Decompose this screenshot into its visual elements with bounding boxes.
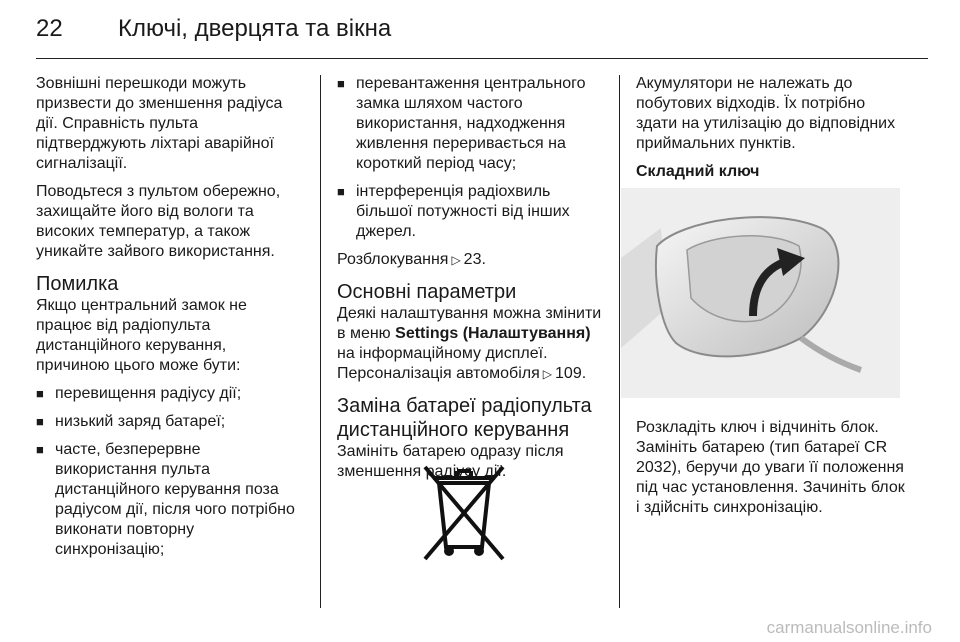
bullet-icon: ■ bbox=[337, 76, 345, 91]
watermark: carmanualsonline.info bbox=[766, 618, 932, 637]
list-item-text: низький заряд батареї; bbox=[55, 413, 226, 430]
paragraph-key-instructions: Розкладіть ключ і відчиніть блок. Замініть батарею (тип батареї CR 2032), беручи до уваги її положення під час установлення. Зачиніть блок і здійсніть синхронізацію. bbox=[636, 419, 905, 516]
column-3 bbox=[636, 74, 908, 190]
personalization-page[interactable]: 109. bbox=[555, 365, 587, 382]
unlock-reference bbox=[337, 250, 605, 270]
paragraph-battery: Замініть батарею одразу після зменшення радіусу дії. bbox=[337, 443, 564, 480]
column-1 bbox=[36, 74, 304, 568]
bullet-icon: ■ bbox=[36, 386, 44, 401]
list-item bbox=[36, 384, 304, 404]
arrow-ref-icon[interactable]: ▷ bbox=[542, 367, 553, 381]
crossed-bin-icon bbox=[419, 461, 509, 565]
list-item-text: перевантаження центрального замка шляхом частого використання, надходження живлення переривається на короткий період часу; bbox=[356, 75, 586, 172]
paragraph-care: Поводьтеся з пультом обережно, захищайте його від вологи та високих температур, а також уникайте зайвого використання. bbox=[36, 183, 281, 260]
personalization-reference bbox=[337, 364, 605, 384]
page-number: 22 bbox=[36, 15, 63, 42]
settings-menu-label: Settings (Налаштування) bbox=[395, 325, 591, 342]
unlock-page[interactable]: 23. bbox=[463, 251, 486, 268]
list-item bbox=[337, 182, 605, 242]
page-title: Ключі, дверцята та вікна bbox=[118, 15, 392, 42]
list-item-text: часте, безперервне використання пульта дистанційного керування поза радіусом дії, після чого потрібно виконати повторну синхронізацію; bbox=[55, 441, 295, 558]
bullet-icon: ■ bbox=[337, 184, 345, 199]
paragraph-error: Якщо центральний замок не працює від радіопульта дистанційного керування, причиною цього може бути: bbox=[36, 297, 247, 374]
arrow-ref-icon[interactable]: ▷ bbox=[451, 253, 461, 267]
paragraph-interference: Зовнішні перешкоди можуть призвести до зменшення радіуса дії. Справність пульта підтверджують ліхтарі аварійної сигналізації. bbox=[36, 75, 283, 172]
column-divider-1 bbox=[320, 75, 321, 608]
key-icon bbox=[621, 188, 900, 398]
heading-battery-replacement: Заміна батареї радіопульта дистанційного керування bbox=[337, 395, 592, 441]
heading-folding-key: Складний ключ bbox=[636, 163, 760, 180]
basic-text-pre: Деякі налаштування можна змінити в меню bbox=[337, 305, 602, 342]
unlock-text: Розблокування bbox=[337, 251, 449, 268]
bullet-icon: ■ bbox=[36, 414, 44, 429]
list-item bbox=[36, 412, 304, 432]
heading-basic-settings: Основні параметри bbox=[337, 281, 517, 303]
column-divider-2 bbox=[619, 75, 620, 608]
column-2 bbox=[337, 74, 605, 490]
list-item-text: інтерференція радіохвиль більшої потужності від інших джерел. bbox=[356, 183, 570, 240]
header-rule bbox=[36, 58, 928, 59]
folding-key-illustration bbox=[621, 188, 900, 398]
basic-text-post: на інформаційному дисплеї. bbox=[337, 345, 548, 362]
column-3-bottom bbox=[636, 418, 908, 526]
bullet-icon: ■ bbox=[36, 442, 44, 457]
paragraph-disposal: Акумулятори не належать до побутових відходів. Їх потрібно здати на утилізацію до відповідних приймальних пунктів. bbox=[636, 75, 896, 152]
list-item-text: перевищення радіусу дії; bbox=[55, 385, 242, 402]
list-item bbox=[36, 440, 304, 560]
personalization-text: Персоналізація автомобіля bbox=[337, 365, 540, 382]
heading-error: Помилка bbox=[36, 273, 119, 295]
paragraph-basic-settings bbox=[337, 304, 605, 364]
list-item bbox=[337, 74, 605, 174]
